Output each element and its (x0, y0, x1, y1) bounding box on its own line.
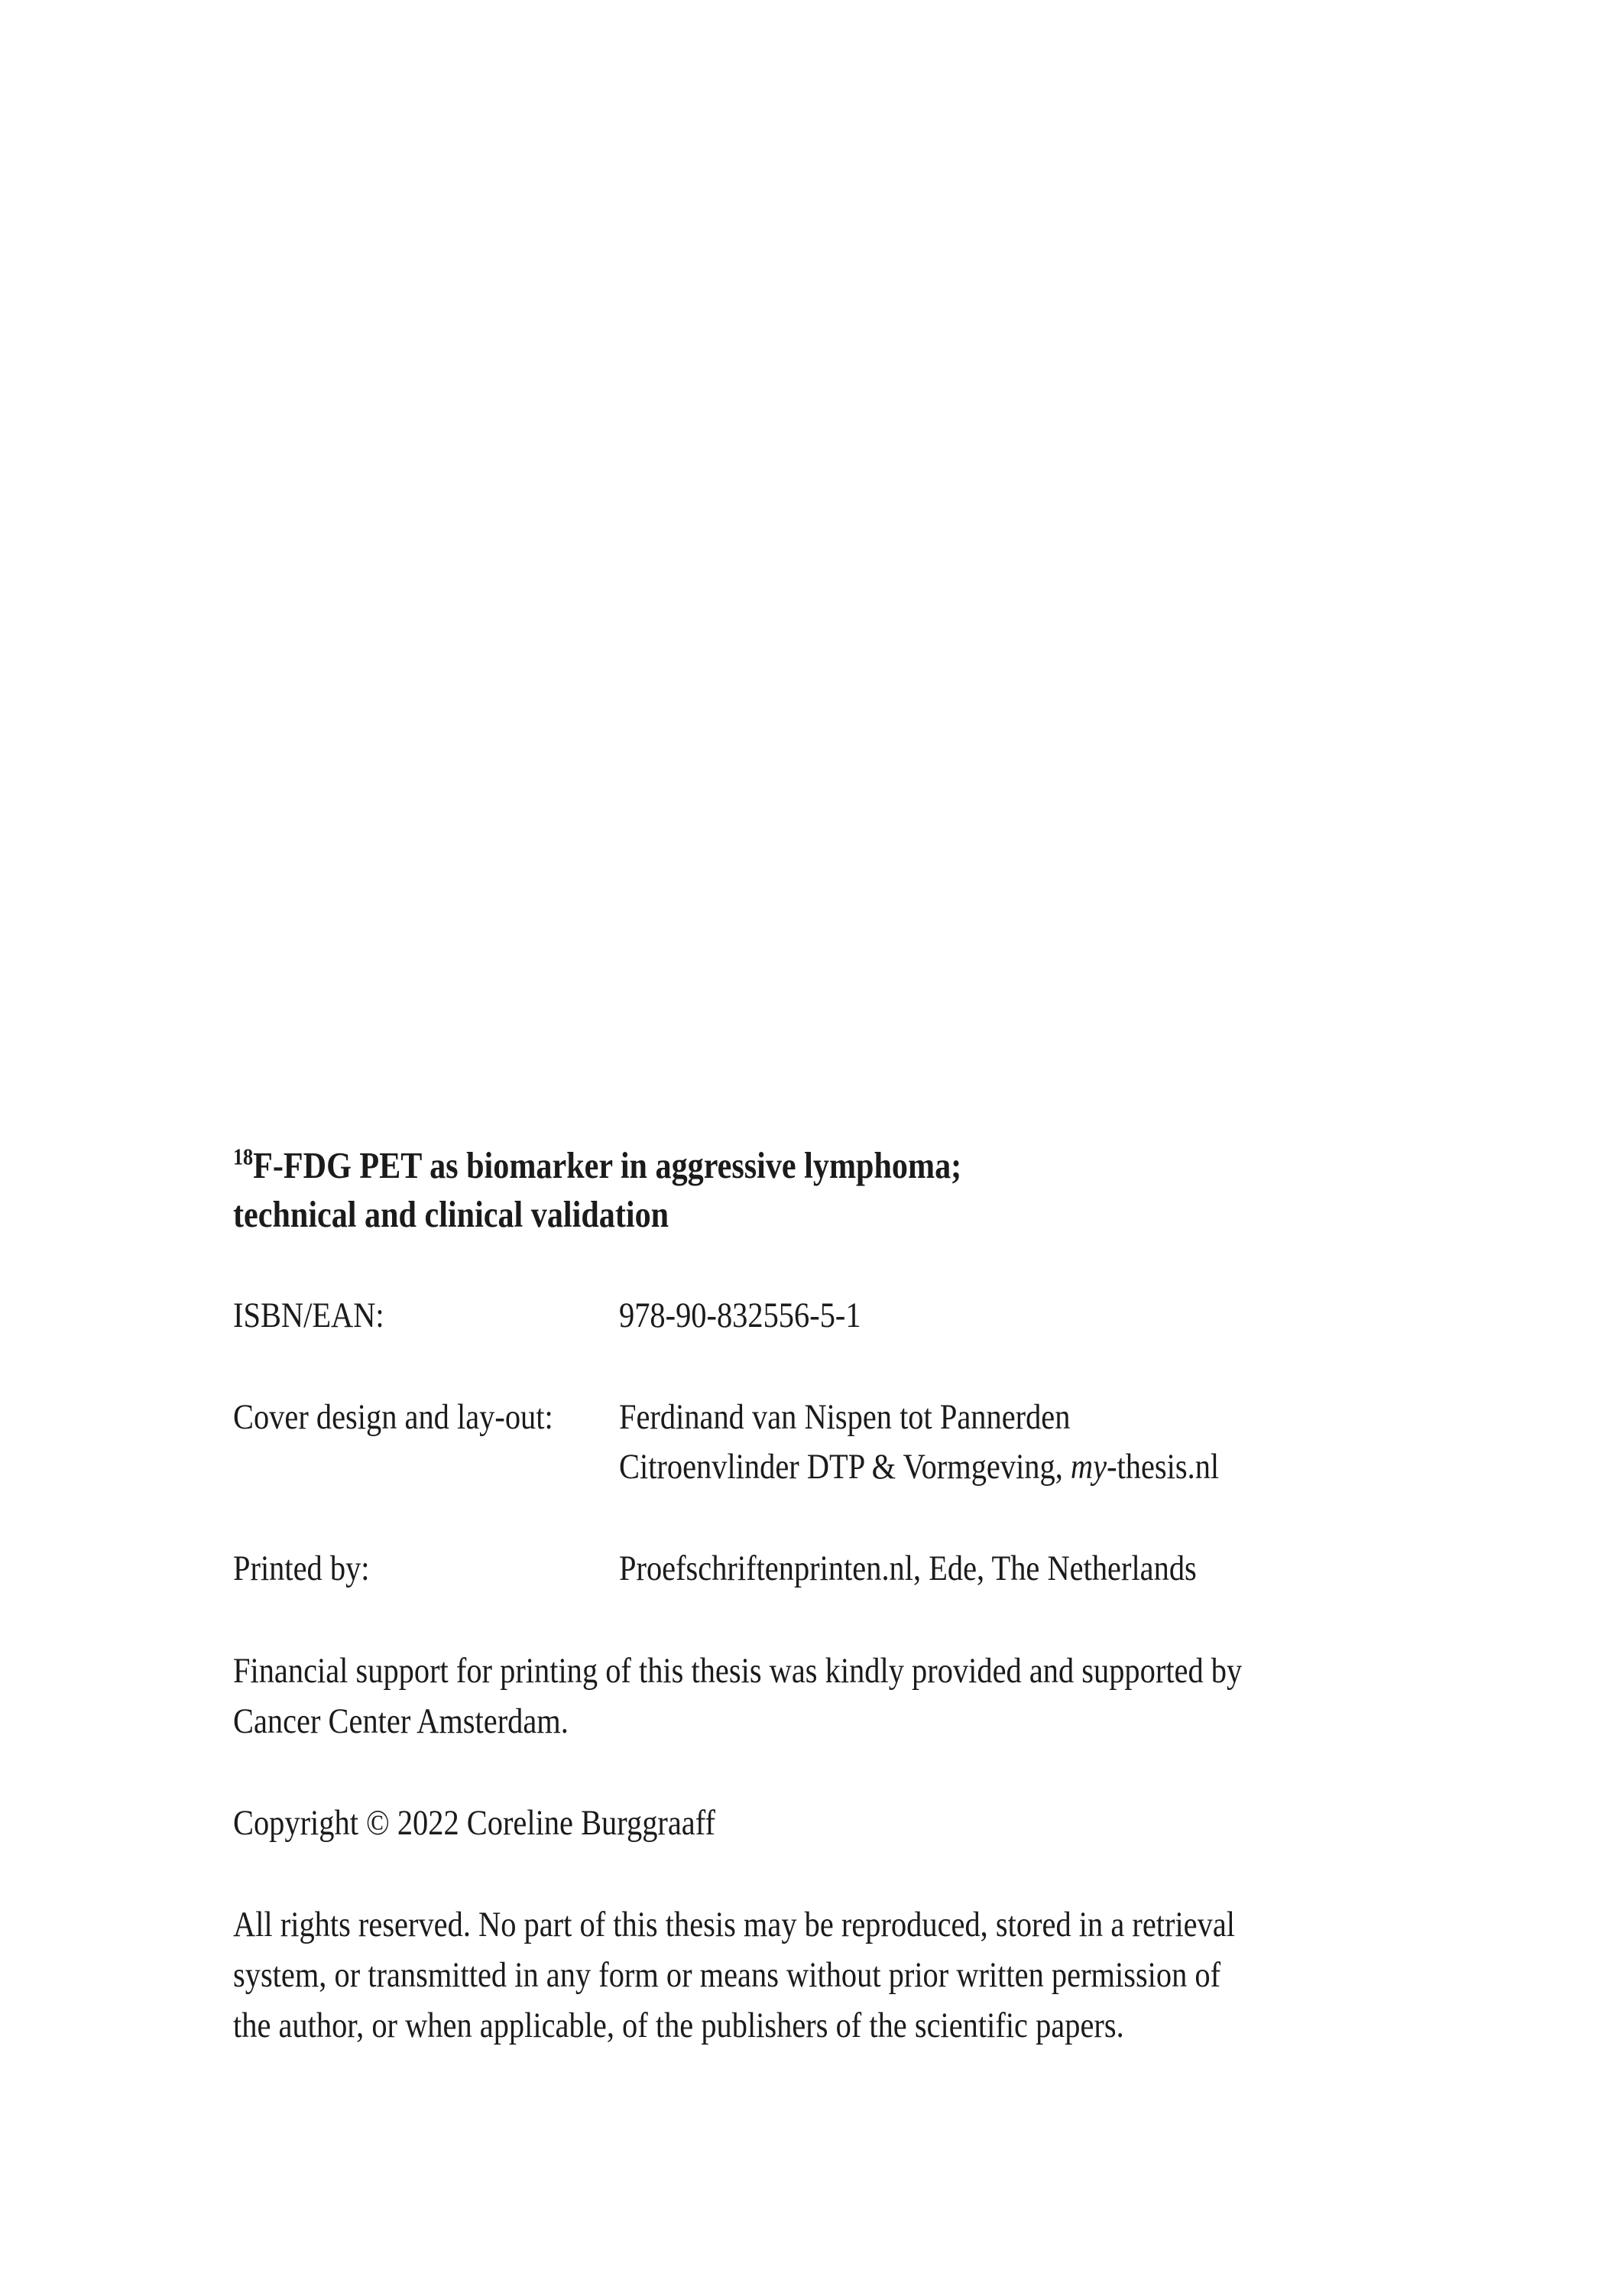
thesis-title-line1-text: F-FDG PET as biomarker in aggressive lymphoma; (253, 1144, 962, 1186)
thesis-title-line2: technical and clinical validation (233, 1193, 669, 1235)
rights-line2: system, or transmitted in any form or means without prior written permission of (233, 1955, 1221, 1995)
cover-design-row (233, 1393, 1425, 1492)
isbn-label (233, 1291, 619, 1341)
printed-by-value-text: Proefschriftenprinten.nl, Ede, The Netherlands (619, 1549, 1197, 1588)
isbn-value (619, 1291, 1425, 1341)
printed-by-value (619, 1544, 1425, 1594)
isbn-label-text: ISBN/EAN: (233, 1296, 384, 1335)
thesis-title (233, 1141, 1425, 1239)
isbn-row (233, 1291, 1425, 1341)
printed-by-row (233, 1544, 1425, 1594)
printed-by-label (233, 1544, 619, 1594)
isotope-superscript: 18 (233, 1143, 254, 1170)
cover-design-label-text: Cover design and lay-out: (233, 1397, 553, 1437)
financial-support-line2: Cancer Center Amsterdam. (233, 1701, 569, 1741)
cover-design-company: Citroenvlinder DTP & Vormgeving, (619, 1447, 1071, 1487)
cover-design-label (233, 1393, 619, 1442)
rights-paragraph (233, 1899, 1425, 2051)
cover-design-value-line2 (619, 1442, 1312, 1492)
copyright-text: Copyright © 2022 Coreline Burggraaff (233, 1803, 715, 1843)
rights-line3: the author, or when applicable, of the publishers of the scientific papers. (233, 2006, 1124, 2045)
cover-design-website-italic: my (1070, 1447, 1107, 1487)
financial-support-line1: Financial support for printing of this thesis was kindly provided and supported by (233, 1651, 1243, 1691)
rights-line1: All rights reserved. No part of this thesis may be reproduced, stored in a retrieval (233, 1905, 1236, 1944)
cover-design-value (619, 1393, 1425, 1492)
printed-by-label-text: Printed by: (233, 1549, 370, 1588)
isbn-value-text: 978-90-832556-5-1 (619, 1296, 861, 1335)
colophon-content (233, 1141, 1425, 2102)
thesis-title-line1 (233, 1141, 1259, 1190)
cover-design-value-line1: Ferdinand van Nispen tot Pannerden (619, 1397, 1071, 1437)
financial-support-paragraph (233, 1646, 1425, 1747)
cover-design-website-rest: -thesis.nl (1107, 1447, 1220, 1487)
copyright-paragraph (233, 1798, 1425, 1848)
